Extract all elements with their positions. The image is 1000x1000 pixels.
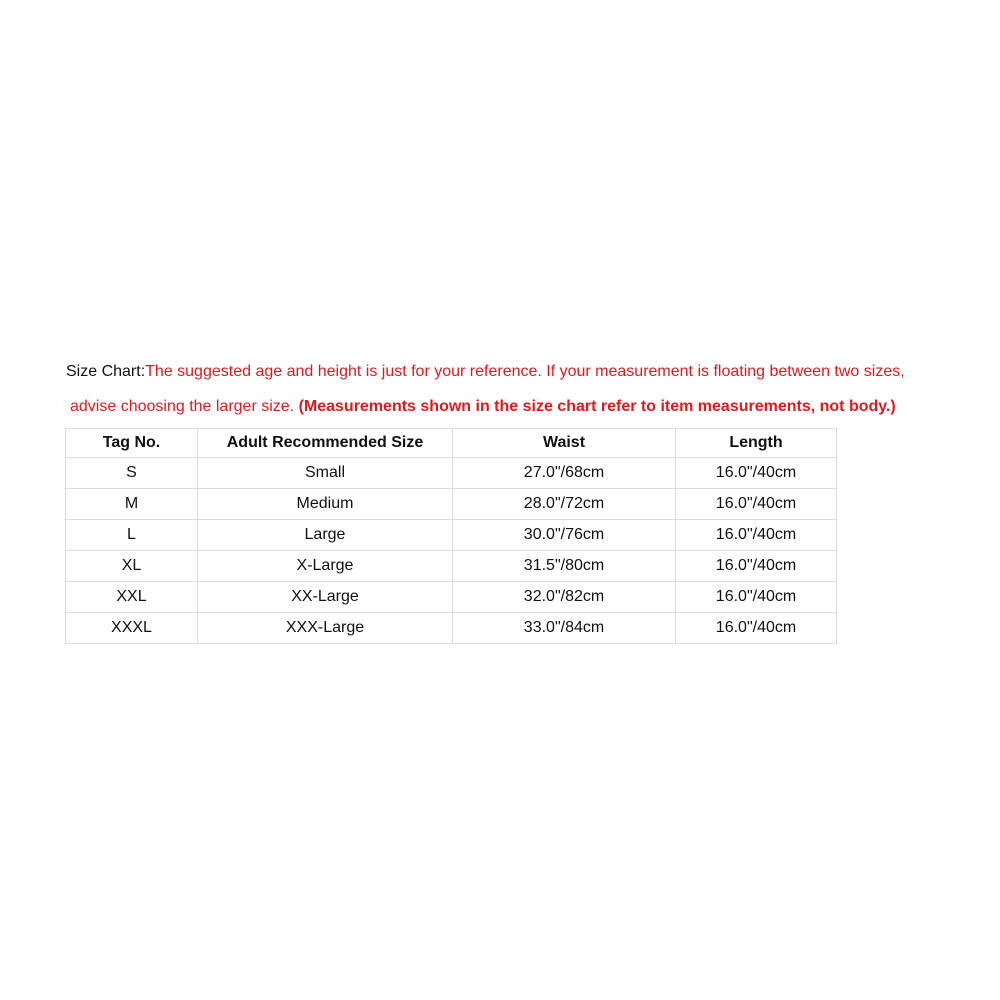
cell-length: 16.0"/40cm: [676, 582, 837, 613]
cell-size: Large: [198, 520, 453, 551]
cell-tag: L: [66, 520, 198, 551]
cell-size: XXX-Large: [198, 613, 453, 644]
cell-tag: M: [66, 489, 198, 520]
cell-tag: XXL: [66, 582, 198, 613]
cell-tag: XXXL: [66, 613, 198, 644]
table-row: [66, 613, 837, 644]
table-row: [66, 551, 837, 582]
cell-waist: 33.0"/84cm: [453, 613, 676, 644]
cell-waist: 28.0"/72cm: [453, 489, 676, 520]
size-chart-label: Size Chart:: [66, 363, 146, 380]
header-tag-no: Tag No.: [66, 429, 198, 458]
cell-size: X-Large: [198, 551, 453, 582]
table-header-row: [66, 429, 837, 458]
cell-waist: 31.5"/80cm: [453, 551, 676, 582]
notice-text-2: advise choosing the larger size.: [70, 398, 295, 415]
header-recommended-size: Adult Recommended Size: [198, 429, 453, 458]
table-row: [66, 582, 837, 613]
notice-line-1: [66, 354, 946, 389]
table-row: [66, 520, 837, 551]
cell-size: XX-Large: [198, 582, 453, 613]
cell-size: Small: [198, 458, 453, 489]
cell-length: 16.0"/40cm: [676, 458, 837, 489]
cell-tag: XL: [66, 551, 198, 582]
measurement-note: (Measurements shown in the size chart refer to item measurements, not body.): [298, 398, 896, 415]
table-row: [66, 489, 837, 520]
cell-waist: 32.0"/82cm: [453, 582, 676, 613]
cell-waist: 30.0"/76cm: [453, 520, 676, 551]
cell-length: 16.0"/40cm: [676, 613, 837, 644]
size-chart-notice: [66, 354, 946, 424]
cell-tag: S: [66, 458, 198, 489]
header-waist: Waist: [453, 429, 676, 458]
cell-size: Medium: [198, 489, 453, 520]
size-table: [65, 428, 837, 644]
cell-length: 16.0"/40cm: [676, 520, 837, 551]
notice-text-1: The suggested age and height is just for your reference. If your measurement is floating between two sizes,: [145, 363, 905, 380]
cell-waist: 27.0"/68cm: [453, 458, 676, 489]
header-length: Length: [676, 429, 837, 458]
cell-length: 16.0"/40cm: [676, 489, 837, 520]
cell-length: 16.0"/40cm: [676, 551, 837, 582]
notice-line-2: [66, 389, 946, 424]
table-row: [66, 458, 837, 489]
